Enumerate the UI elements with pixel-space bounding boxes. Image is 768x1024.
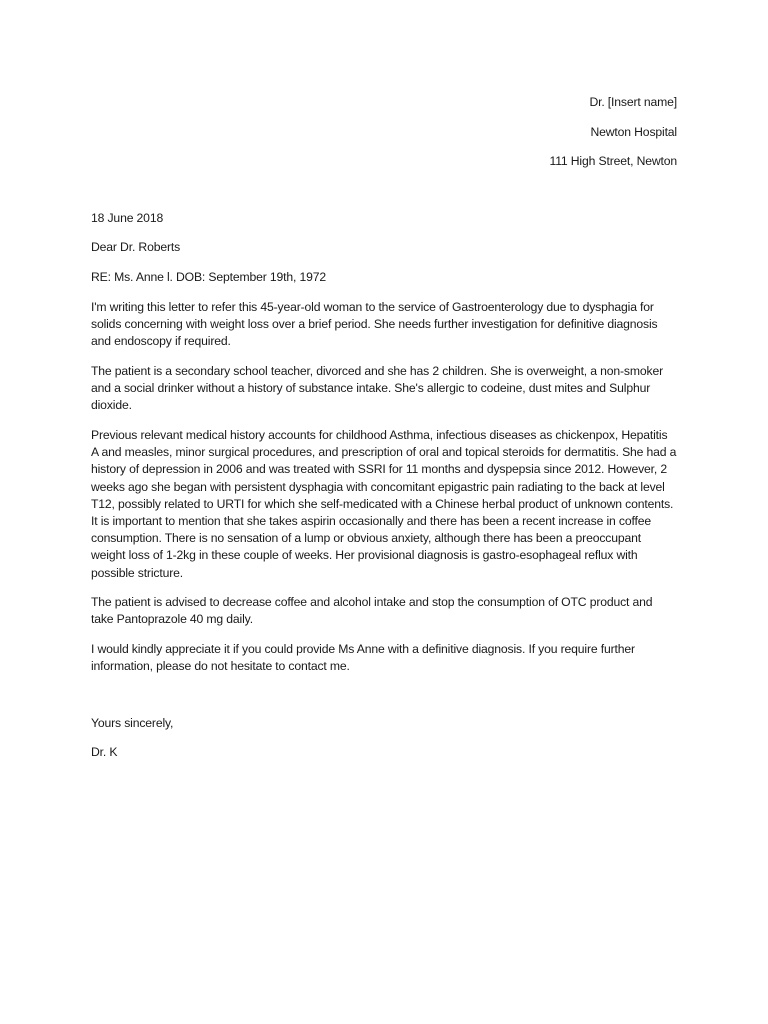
letter-date: 18 June 2018 [91,210,164,225]
signature: Dr. K [91,745,118,760]
paragraph-social-history: The patient is a secondary school teacher, divorced and she has 2 children. She is overweight, a non-smoker and a social drinker without a history of substance intake. She's allergic to codeine, dust mites and Sulphur dioxide. [91,363,663,413]
sender-address-block [91,94,677,171]
sender-name: Dr. [Insert name] [589,95,677,109]
closing: Yours sincerely, [91,715,174,730]
re-line: RE: Ms. Anne l. DOB: September 19th, 1972 [91,270,327,285]
paragraph-medical-history: Previous relevant medical history accounts for childhood Asthma, infectious diseases as chickenpox, Hepatitis A and measles, minor surgical procedures, and prescription of oral and topical steroids for dermatitis. She had a history of depression in 2006 and was treated with SSRI for 11 months and dyspepsia since 2012. However, 2 weeks ago she began with persistent dysphagia with concomitant epigastric pain radiating to the back at level T12, possibly related to URTI for which she self-medicated with a Chinese herbal product of unknown contents. It is important to mention that she takes aspirin occasionally and there has been a recent increase in coffee consumption. There is no sensation of a lump or obvious anxiety, although there has been a preoccupant weight loss of 1-2kg in these couple of weeks. Her provisional diagnosis is gastro-esophageal reflux with possible stricture. [91,427,677,580]
sender-hospital: Newton Hospital [590,124,677,139]
paragraph-treatment-advice: The patient is advised to decrease coffee and alcohol intake and stop the consumption of OTC product and take Pantoprazole 40 mg daily. [91,595,653,627]
paragraph-referral-reason: I'm writing this letter to refer this 45-year-old woman to the service of Gastroenterology due to dysphagia for solids concerning with weight loss over a brief period. She needs further investigation for definitive diagnosis and endoscopy if required. [91,299,658,349]
salutation: Dear Dr. Roberts [91,240,181,255]
sender-street-address: 111 High Street, Newton [549,154,677,169]
paragraph-request: I would kindly appreciate it if you could provide Ms Anne with a definitive diagnosis. If you require further information, please do not hesitate to contact me. [91,642,635,674]
referral-letter [91,94,677,761]
